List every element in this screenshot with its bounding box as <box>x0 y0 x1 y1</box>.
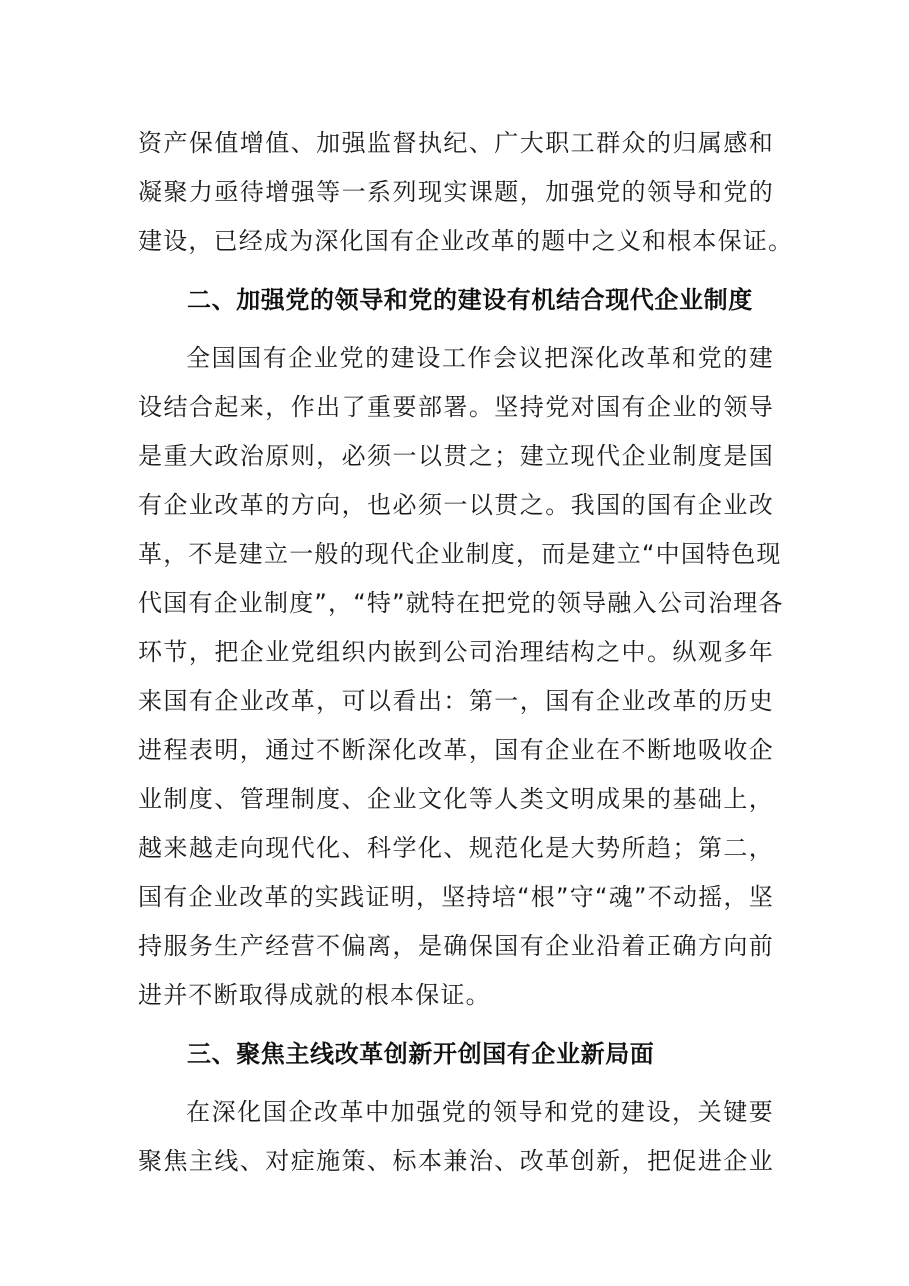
section-heading: 三、聚焦主线改革创新开创国有企业新局面 <box>187 1040 655 1068</box>
body-text-line: 代国有企业制度”，“特”就特在把党的领导融入公司治理各 <box>138 589 784 617</box>
body-text-line: 全国国有企业党的建设工作会议把深化改革和党的建 <box>186 344 774 372</box>
body-text-line: 资产保值增值、加强监督执纪、广大职工群众的归属感和 <box>138 129 774 157</box>
body-text-line: 来国有企业改革，可以看出：第一，国有企业改革的历史 <box>138 687 774 715</box>
body-text-line: 是重大政治原则，必须一以贯之；建立现代企业制度是国 <box>138 442 774 470</box>
body-text-line: 进程表明，通过不断深化改革，国有企业在不断地吸收企 <box>138 736 774 764</box>
body-text-line: 聚焦主线、对症施策、标本兼治、改革创新，把促进企业 <box>138 1147 774 1175</box>
body-text-line: 进并不断取得成就的根本保证。 <box>138 981 491 1009</box>
section-heading: 二、加强党的领导和党的建设有机结合现代企业制度 <box>187 286 753 314</box>
body-text-line: 凝聚力亟待增强等一系列现实课题，加强党的领导和党的 <box>138 178 774 206</box>
body-text-line: 有企业改革的方向，也必须一以贯之。我国的国有企业改 <box>138 491 774 519</box>
body-text-line: 在深化国企改革中加强党的领导和党的建设，关键要 <box>186 1098 774 1126</box>
body-text-line: 环节，把企业党组织内嵌到公司治理结构之中。纵观多年 <box>138 638 774 666</box>
body-text-line: 国有企业改革的实践证明，坚持培“根”守“魂”不动摇，坚 <box>138 883 774 911</box>
body-text-line: 建设，已经成为深化国有企业改革的题中之义和根本保证。 <box>138 227 794 255</box>
body-text-line: 革，不是建立一般的现代企业制度，而是建立“中国特色现 <box>138 540 782 568</box>
body-text-line: 越来越走向现代化、科学化、规范化是大势所趋；第二， <box>138 834 774 862</box>
body-text-line: 设结合起来，作出了重要部署。坚持党对国有企业的领导 <box>138 393 774 421</box>
body-text-line: 业制度、管理制度、企业文化等人类文明成果的基础上， <box>138 785 774 813</box>
body-text-line: 持服务生产经营不偏离，是确保国有企业沿着正确方向前 <box>138 932 774 960</box>
